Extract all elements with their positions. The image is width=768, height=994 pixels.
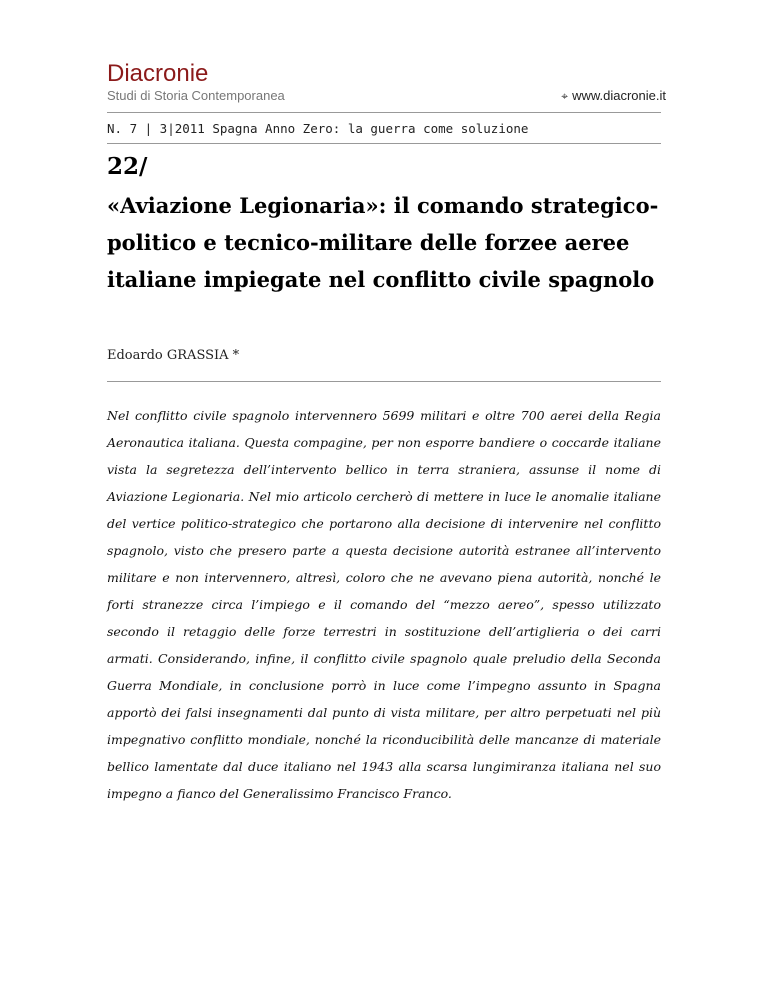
header-divider	[107, 112, 661, 113]
site-url[interactable]: www.diacronie.it	[572, 88, 666, 103]
author-divider	[107, 381, 661, 382]
article-title: «Aviazione Legionaria»: il comando strategico-politico e tecnico-militare delle forzee aeree italiane impiegate nel conflitto civile spagnolo	[107, 193, 659, 292]
journal-subtitle: Studi di Storia Contemporanea	[107, 88, 285, 103]
article-number: 22/	[107, 153, 148, 180]
site-link[interactable]	[561, 88, 666, 104]
issue-line: N. 7 | 3|2011 Spagna Anno Zero: la guerra come soluzione	[107, 121, 529, 136]
article-author: Edoardo GRASSIA *	[107, 348, 240, 363]
journal-brand[interactable]: Diacronie	[107, 60, 209, 87]
mouse-pointer-icon: ⌖	[561, 89, 569, 103]
article-abstract: Nel conflitto civile spagnolo intervennero 5699 militari e oltre 700 aerei della Regia Aeronautica italiana. Questa compagine, per non esporre bandiere o coccarde italiane vista la segretezza dell’intervento bellico in terra straniera, assunse il nome di Aviazione Legionaria. Nel mio articolo cercherò di mettere in luce le anomalie italiane del vertice politico-strategico che portarono alla decisione di intervenire nel conflitto spagnolo, visto che presero parte a questa decisione autorità estranee all’intervento militare e non intervennero, altresì, coloro che ne avevano piena autorità, nonché le forti stranezze circa l’impiego e il comando del “mezzo aereo”, spesso utilizzato secondo il retaggio delle forze terrestri in sostituzione dell’artiglieria o dei carri armati. Considerando, infine, il conflitto civile spagnolo quale preludio della Seconda Guerra Mondiale, in conclusione porrò in luce come l’impegno assunto in Spagna apportò dei falsi insegnamenti dal punto di vista militare, per altro perpetuati nel più impegnativo conflitto mondiale, nonché la riconducibilità delle mancanze di materiale bellico lamentate dal duce italiano nel 1943 alla scarsa lungimiranza italiana nel suo impegno a fianco del Generalissimo Francisco Franco.	[107, 408, 661, 801]
issue-divider	[107, 143, 661, 144]
